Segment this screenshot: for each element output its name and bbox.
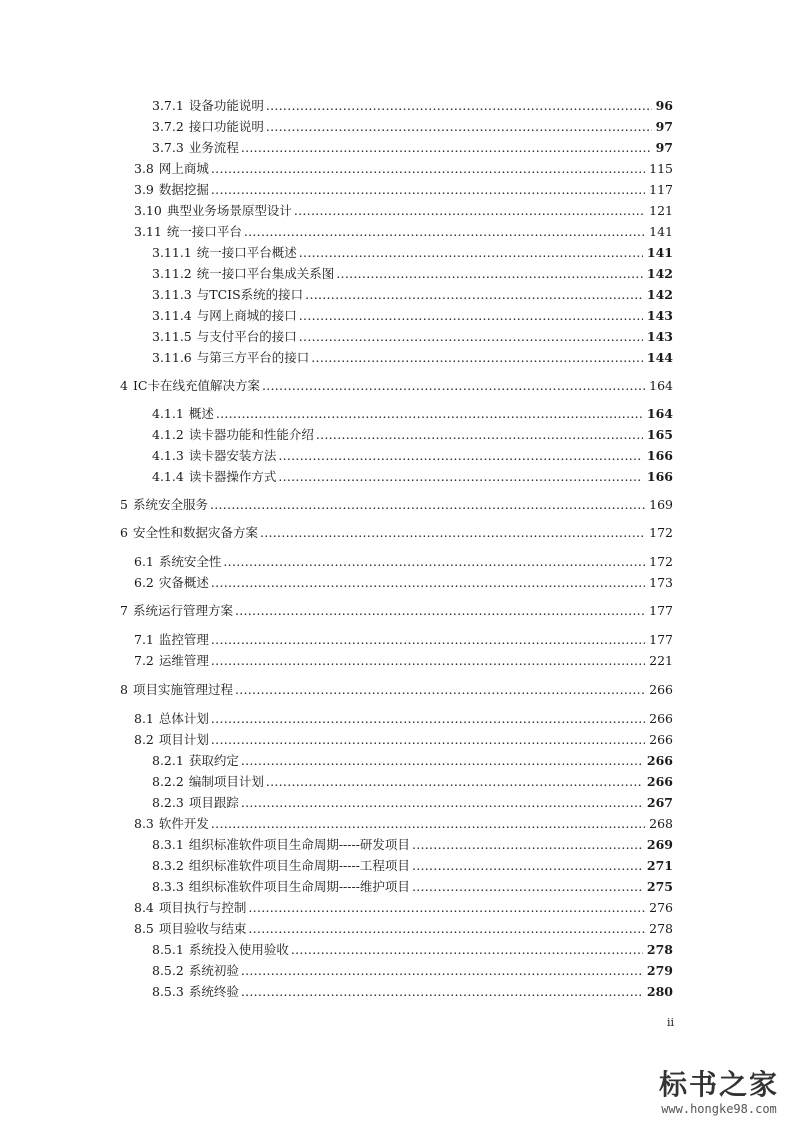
toc-leader-dots bbox=[211, 575, 645, 591]
toc-entry-title: 与网上商城的接口 bbox=[196, 308, 297, 323]
toc-entry[interactable] bbox=[152, 837, 673, 853]
toc-entry-page: 266 bbox=[646, 774, 673, 789]
toc-entry-number: 8.3.1 bbox=[152, 837, 184, 852]
toc-entry[interactable] bbox=[152, 942, 673, 958]
toc-entry-page: 143 bbox=[646, 329, 673, 344]
toc-entry-number: 8.1 bbox=[134, 711, 154, 726]
toc-entry[interactable] bbox=[152, 98, 673, 114]
toc-entry[interactable] bbox=[134, 711, 673, 727]
toc-entry-number: 8 bbox=[120, 682, 128, 697]
toc-entry-title: 系统终验 bbox=[188, 984, 239, 999]
toc-entry-page: 267 bbox=[646, 795, 673, 810]
toc-entry-page: 164 bbox=[649, 378, 673, 393]
toc-leader-dots bbox=[412, 879, 643, 895]
toc-entry-title: 获取约定 bbox=[188, 753, 239, 768]
toc-entry-number: 3.11.4 bbox=[152, 308, 192, 323]
toc-entry-title: 系统运行管理方案 bbox=[132, 603, 233, 618]
toc-leader-dots bbox=[266, 119, 652, 135]
toc-entry[interactable] bbox=[120, 497, 673, 513]
toc-leader-dots bbox=[248, 921, 645, 937]
toc-leader-dots bbox=[305, 287, 643, 303]
toc-entry-number: 3.10 bbox=[134, 203, 162, 218]
toc-entry-page: 177 bbox=[649, 632, 673, 647]
toc-entry-page: 172 bbox=[649, 525, 673, 540]
toc-entry-page: 275 bbox=[646, 879, 673, 894]
toc-entry-number: 3.9 bbox=[134, 182, 154, 197]
toc-leader-dots bbox=[241, 963, 643, 979]
toc-entry-page: 143 bbox=[646, 308, 673, 323]
toc-entry-title: 统一接口平台 bbox=[166, 224, 242, 239]
toc-entry-title: 业务流程 bbox=[188, 140, 239, 155]
toc-entry-title: 软件开发 bbox=[158, 816, 209, 831]
toc-entry-title: 设备功能说明 bbox=[188, 98, 264, 113]
toc-entry-number: 4.1.4 bbox=[152, 469, 184, 484]
toc-entry[interactable] bbox=[134, 921, 673, 937]
toc-entry-title: 监控管理 bbox=[158, 632, 209, 647]
toc-entry-page: 165 bbox=[646, 427, 673, 442]
toc-entry[interactable] bbox=[120, 525, 673, 541]
toc-entry[interactable] bbox=[134, 554, 673, 570]
toc-entry-number: 6 bbox=[120, 525, 128, 540]
toc-entry-page: 166 bbox=[646, 448, 673, 463]
toc-entry-title: 系统安全服务 bbox=[132, 497, 208, 512]
toc-entry-number: 3.8 bbox=[134, 161, 154, 176]
toc-leader-dots bbox=[235, 682, 645, 698]
toc-leader-dots bbox=[211, 816, 645, 832]
toc-entry-number: 4.1.2 bbox=[152, 427, 184, 442]
toc-entry-page: 280 bbox=[646, 984, 673, 999]
toc-entry-number: 8.3.2 bbox=[152, 858, 184, 873]
toc-entry[interactable] bbox=[134, 653, 673, 669]
toc-leader-dots bbox=[262, 378, 645, 394]
toc-entry[interactable] bbox=[134, 182, 673, 198]
toc-entry-page: 169 bbox=[649, 497, 673, 512]
toc-entry-title: 编制项目计划 bbox=[188, 774, 264, 789]
toc-entry-page: 142 bbox=[646, 266, 673, 281]
toc-entry[interactable] bbox=[134, 575, 673, 591]
toc-leader-dots bbox=[299, 329, 643, 345]
toc-leader-dots bbox=[278, 469, 643, 485]
toc-entry-page: 144 bbox=[646, 350, 673, 365]
toc-leader-dots bbox=[299, 245, 643, 261]
toc-entry-page: 266 bbox=[649, 682, 673, 697]
toc-entry-page: 279 bbox=[646, 963, 673, 978]
toc-entry-number: 6.1 bbox=[134, 554, 154, 569]
toc-entry-page: 268 bbox=[649, 816, 673, 831]
toc-entry-number: 3.7.3 bbox=[152, 140, 184, 155]
toc-entry[interactable] bbox=[152, 245, 673, 261]
toc-entry[interactable] bbox=[152, 984, 673, 1000]
toc-entry-page: 221 bbox=[649, 653, 673, 668]
toc-leader-dots bbox=[211, 711, 645, 727]
toc-entry-title: 与支付平台的接口 bbox=[196, 329, 297, 344]
toc-entry-title: 总体计划 bbox=[158, 711, 209, 726]
toc-entry-title: 接口功能说明 bbox=[188, 119, 264, 134]
toc-entry-title: 统一接口平台概述 bbox=[196, 245, 297, 260]
watermark-url: www.hongke98.com bbox=[661, 1102, 777, 1116]
toc-entry-page: 166 bbox=[646, 469, 673, 484]
toc-entry-number: 3.11.6 bbox=[152, 350, 192, 365]
toc-entry-title: 读卡器功能和性能介绍 bbox=[188, 427, 314, 442]
toc-entry-page: 121 bbox=[649, 203, 673, 218]
toc-entry-title: 与第三方平台的接口 bbox=[196, 350, 310, 365]
toc-entry-title: 与TCIS系统的接口 bbox=[196, 287, 304, 302]
toc-entry-title: 系统安全性 bbox=[158, 554, 222, 569]
toc-entry-title: 运维管理 bbox=[158, 653, 209, 668]
toc-entry-page: 164 bbox=[646, 406, 673, 421]
toc-leader-dots bbox=[260, 525, 645, 541]
toc-entry[interactable] bbox=[120, 682, 673, 698]
toc-entry[interactable] bbox=[134, 816, 673, 832]
toc-entry-number: 3.11.1 bbox=[152, 245, 192, 260]
toc-entry[interactable] bbox=[120, 378, 673, 394]
toc-leader-dots bbox=[235, 603, 645, 619]
toc-entry[interactable] bbox=[134, 900, 673, 916]
toc-entry-page: 266 bbox=[646, 753, 673, 768]
toc-entry-title: 项目执行与控制 bbox=[158, 900, 247, 915]
toc-entry[interactable] bbox=[152, 266, 673, 282]
toc-leader-dots bbox=[266, 774, 643, 790]
toc-entry-number: 4.1.3 bbox=[152, 448, 184, 463]
toc-entry-page: 141 bbox=[649, 224, 673, 239]
toc-leader-dots bbox=[266, 98, 652, 114]
toc-leader-dots bbox=[211, 653, 645, 669]
toc-entry-page: 115 bbox=[649, 161, 673, 176]
toc-leader-dots bbox=[211, 732, 645, 748]
toc-entry-page: 269 bbox=[646, 837, 673, 852]
toc-entry-number: 4.1.1 bbox=[152, 406, 184, 421]
toc-leader-dots bbox=[216, 406, 643, 422]
toc-entry-title: 灾备概述 bbox=[158, 575, 209, 590]
toc-entry[interactable] bbox=[152, 308, 673, 324]
toc-leader-dots bbox=[316, 427, 643, 443]
toc-entry[interactable] bbox=[152, 753, 673, 769]
toc-entry-number: 7.2 bbox=[134, 653, 154, 668]
toc-leader-dots bbox=[311, 350, 643, 366]
toc-leader-dots bbox=[336, 266, 643, 282]
toc-leader-dots bbox=[291, 942, 643, 958]
toc-leader-dots bbox=[412, 837, 643, 853]
toc-leader-dots bbox=[241, 140, 652, 156]
toc-entry[interactable] bbox=[134, 224, 673, 240]
toc-leader-dots bbox=[211, 632, 645, 648]
toc-leader-dots bbox=[211, 161, 645, 177]
toc-entry-title: 项目验收与结束 bbox=[158, 921, 247, 936]
toc-entry-page: 271 bbox=[646, 858, 673, 873]
toc-leader-dots bbox=[299, 308, 643, 324]
toc-entry[interactable] bbox=[134, 732, 673, 748]
toc-entry-title: 组织标准软件项目生命周期-----研发项目 bbox=[188, 837, 410, 852]
toc-entry[interactable] bbox=[120, 603, 673, 619]
toc-entry[interactable] bbox=[152, 469, 673, 485]
toc-entry-title: 组织标准软件项目生命周期-----维护项目 bbox=[188, 879, 410, 894]
toc-leader-dots bbox=[294, 203, 645, 219]
toc-entry-page: 173 bbox=[649, 575, 673, 590]
toc-entry-title: 系统初验 bbox=[188, 963, 239, 978]
toc-entry[interactable] bbox=[152, 140, 673, 156]
toc-entry-page: 96 bbox=[655, 98, 673, 113]
toc-leader-dots bbox=[278, 448, 643, 464]
toc-entry-page: 266 bbox=[649, 711, 673, 726]
toc-leader-dots bbox=[241, 753, 643, 769]
toc-leader-dots bbox=[248, 900, 645, 916]
toc-leader-dots bbox=[210, 497, 645, 513]
toc-entry-page: 266 bbox=[649, 732, 673, 747]
toc-entry[interactable] bbox=[152, 350, 673, 366]
toc-entry-page: 141 bbox=[646, 245, 673, 260]
page-number: ii bbox=[667, 1016, 675, 1029]
toc-entry-number: 7 bbox=[120, 603, 128, 618]
toc-entry-page: 117 bbox=[649, 182, 673, 197]
toc-entry-title: 系统投入使用验收 bbox=[188, 942, 289, 957]
toc-entry-number: 6.2 bbox=[134, 575, 154, 590]
toc-entry-page: 142 bbox=[646, 287, 673, 302]
toc-entry-title: 组织标准软件项目生命周期-----工程项目 bbox=[188, 858, 410, 873]
toc-entry[interactable] bbox=[134, 203, 673, 219]
toc-entry-number: 8.2 bbox=[134, 732, 154, 747]
toc-entry-number: 3.7.2 bbox=[152, 119, 184, 134]
toc-entry-number: 3.11 bbox=[134, 224, 162, 239]
toc-leader-dots bbox=[241, 795, 643, 811]
toc-entry[interactable] bbox=[152, 858, 673, 874]
toc-entry-title: 统一接口平台集成关系图 bbox=[196, 266, 335, 281]
watermark-logo bbox=[659, 1068, 779, 1116]
toc-entry-title: IC卡在线充值解决方案 bbox=[132, 378, 260, 393]
toc-entry-title: 读卡器安装方法 bbox=[188, 448, 277, 463]
toc-entry-page: 172 bbox=[649, 554, 673, 569]
toc-entry-title: 网上商城 bbox=[158, 161, 209, 176]
toc-entry-page: 97 bbox=[655, 119, 673, 134]
toc-entry-page: 177 bbox=[649, 603, 673, 618]
toc-leader-dots bbox=[241, 984, 643, 1000]
toc-entry-title: 读卡器操作方式 bbox=[188, 469, 277, 484]
toc-entry-page: 278 bbox=[646, 942, 673, 957]
toc-entry[interactable] bbox=[134, 632, 673, 648]
toc-leader-dots bbox=[223, 554, 645, 570]
toc-entry[interactable] bbox=[152, 448, 673, 464]
toc-entry-number: 4 bbox=[120, 378, 128, 393]
toc-entry[interactable] bbox=[152, 879, 673, 895]
toc-entry-number: 8.5.3 bbox=[152, 984, 184, 999]
toc-entry-title: 典型业务场景原型设计 bbox=[166, 203, 292, 218]
toc-entry-number: 8.2.2 bbox=[152, 774, 184, 789]
toc-leader-dots bbox=[244, 224, 645, 240]
toc-entry-page: 97 bbox=[655, 140, 673, 155]
toc-entry[interactable] bbox=[152, 287, 673, 303]
toc-entry[interactable] bbox=[152, 774, 673, 790]
toc-entry-number: 3.11.3 bbox=[152, 287, 192, 302]
toc-entry-number: 3.11.5 bbox=[152, 329, 192, 344]
toc-entry-number: 8.2.3 bbox=[152, 795, 184, 810]
toc-entry-number: 8.5.2 bbox=[152, 963, 184, 978]
toc-leader-dots bbox=[211, 182, 645, 198]
toc-entry-title: 数据挖掘 bbox=[158, 182, 209, 197]
toc-entry-number: 8.5.1 bbox=[152, 942, 184, 957]
toc-entry[interactable] bbox=[152, 795, 673, 811]
toc-entry-number: 8.3 bbox=[134, 816, 154, 831]
toc-entry-title: 概述 bbox=[188, 406, 214, 421]
toc-entry[interactable] bbox=[152, 963, 673, 979]
toc-entry-number: 5 bbox=[120, 497, 128, 512]
watermark-title: 标书之家 bbox=[658, 1068, 779, 1101]
toc-entry-title: 项目跟踪 bbox=[188, 795, 239, 810]
toc-entry-number: 8.2.1 bbox=[152, 753, 184, 768]
toc-entry-title: 项目实施管理过程 bbox=[132, 682, 233, 697]
toc-entry-number: 3.11.2 bbox=[152, 266, 192, 281]
toc-entry-page: 278 bbox=[649, 921, 673, 936]
toc-entry-title: 项目计划 bbox=[158, 732, 209, 747]
toc-entry[interactable] bbox=[152, 406, 673, 422]
toc-entry[interactable] bbox=[152, 427, 673, 443]
toc-entry-title: 安全性和数据灾备方案 bbox=[132, 525, 258, 540]
toc-entry[interactable] bbox=[152, 329, 673, 345]
toc-entry-page: 276 bbox=[649, 900, 673, 915]
toc-entry-number: 8.5 bbox=[134, 921, 154, 936]
toc-entry-number: 3.7.1 bbox=[152, 98, 184, 113]
toc-entry-number: 8.3.3 bbox=[152, 879, 184, 894]
toc-leader-dots bbox=[412, 858, 643, 874]
toc-entry-number: 8.4 bbox=[134, 900, 154, 915]
toc-entry[interactable] bbox=[152, 119, 673, 135]
toc-entry[interactable] bbox=[134, 161, 673, 177]
toc-entry-number: 7.1 bbox=[134, 632, 154, 647]
